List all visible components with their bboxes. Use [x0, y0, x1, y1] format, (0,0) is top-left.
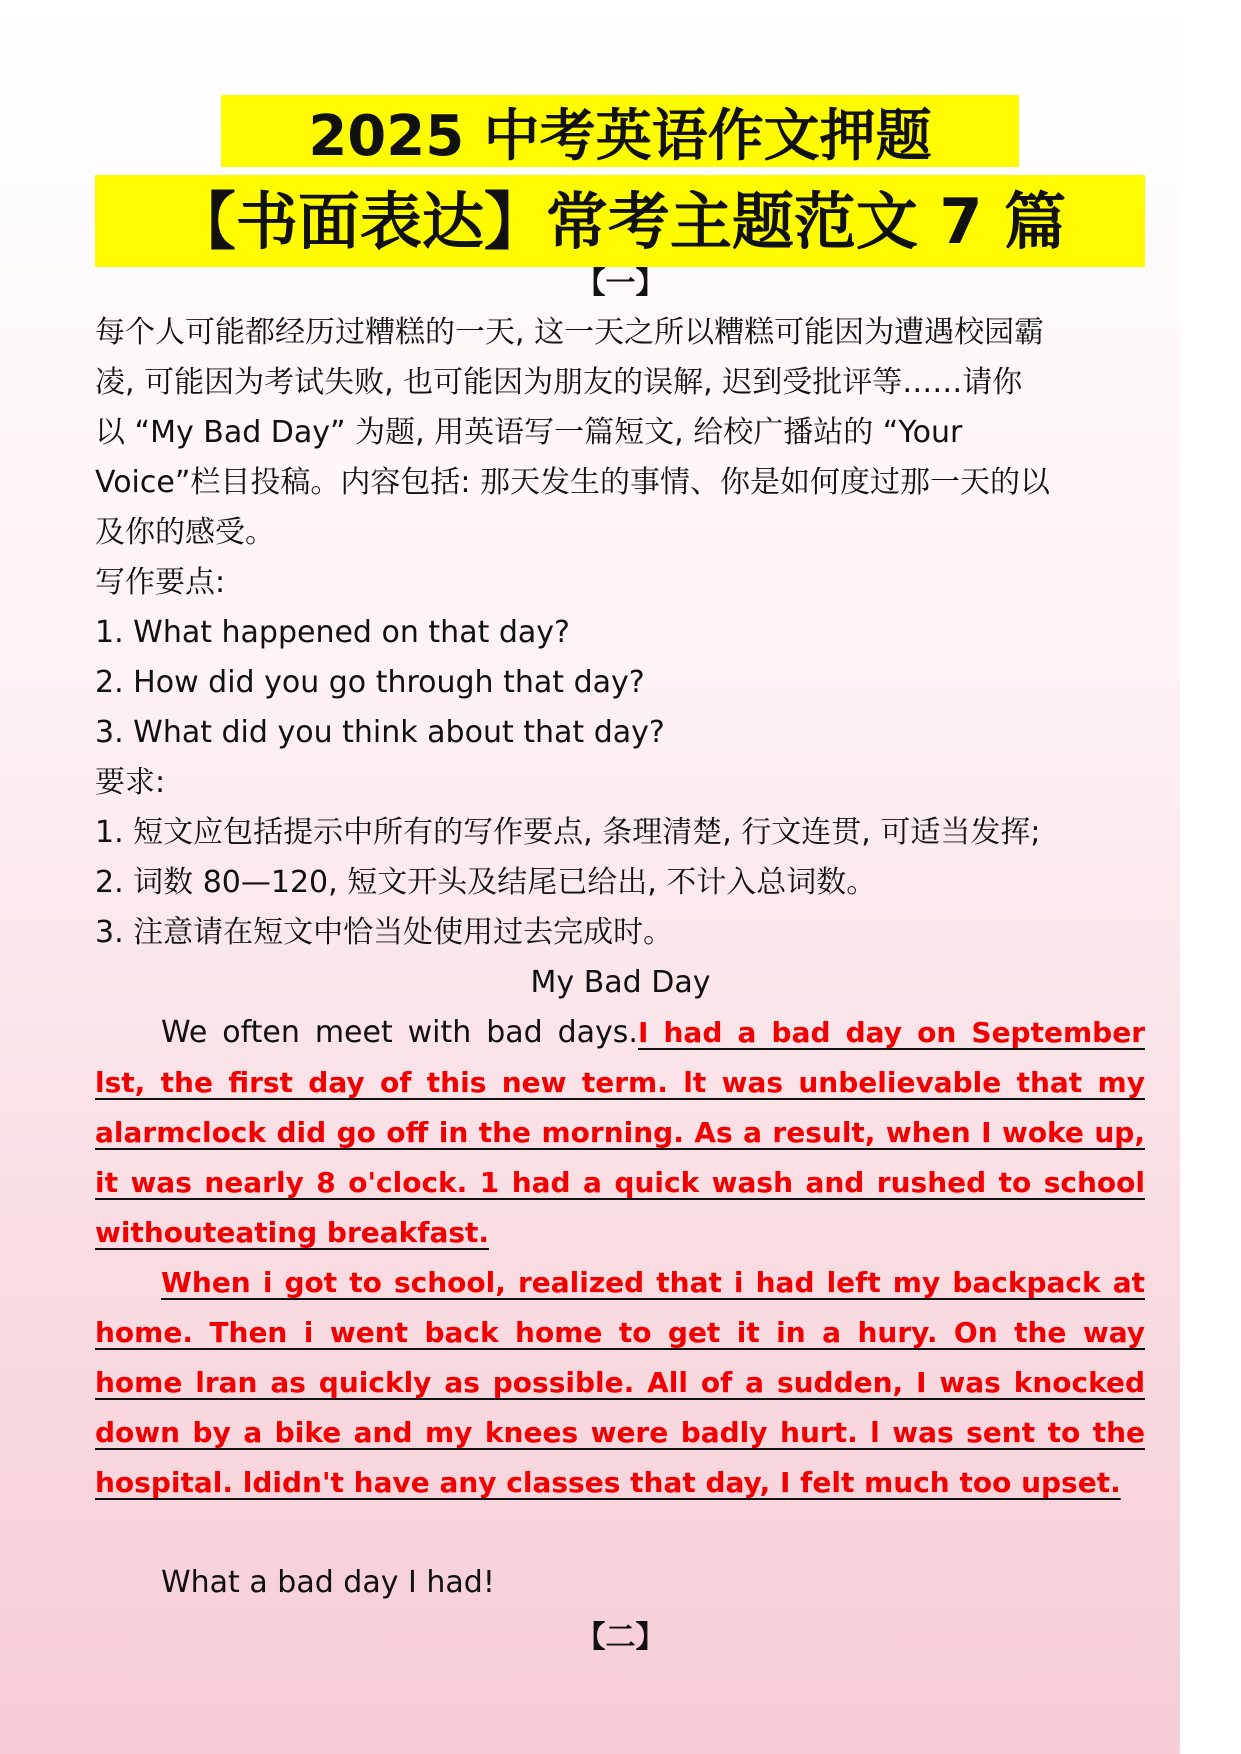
prompt-intro-line: 凌, 可能因为考试失败, 也可能因为朋友的误解, 迟到受批评等……请你 — [95, 365, 1023, 400]
title-line-1: 2025 中考英语作文押题 — [221, 95, 1019, 167]
essay-paragraph-2 — [95, 1258, 1145, 1508]
title-line-2: 【书面表达】常考主题范文 7 篇 — [95, 175, 1145, 267]
section-2-marker: 【二】 — [575, 1620, 666, 1655]
points-label: 写作要点: — [95, 565, 226, 600]
section-1-marker: 【一】 — [575, 266, 666, 301]
requirements-label: 要求: — [95, 765, 166, 800]
prompt-intro-line: 以 “My Bad Day” 为题, 用英语写一篇短文, 给校广播站的 “Your — [95, 415, 963, 450]
writing-point: 3. What did you think about that day? — [95, 715, 665, 750]
writing-point: 2. How did you go through that day? — [95, 665, 645, 700]
prompt-intro-line: 及你的感受。 — [95, 515, 275, 550]
writing-point: 1. What happened on that day? — [95, 615, 570, 650]
essay-closing-text: What a bad day I had! — [161, 1565, 495, 1600]
essay-closing — [95, 1558, 495, 1608]
essay-title: My Bad Day — [530, 965, 711, 1000]
essay-paragraph-1 — [95, 1008, 1145, 1258]
requirement-item: 3. 注意请在短文中恰当处使用过去完成时。 — [95, 915, 674, 950]
requirement-item: 1. 短文应包括提示中所有的写作要点, 条理清楚, 行文连贯, 可适当发挥; — [95, 815, 1041, 850]
writing-prompt — [95, 308, 1145, 958]
sample-essay — [95, 1008, 1145, 1508]
essay-opening: We often meet with bad days. — [161, 1015, 638, 1050]
prompt-intro-line: Voice”栏目投稿。内容包括: 那天发生的事情、你是如何度过那一天的以 — [95, 465, 1051, 500]
requirement-item: 2. 词数 80—120, 短文开头及结尾已给出, 不计入总词数。 — [95, 865, 877, 900]
essay-answer-paragraph-1: I had a bad day on September lst, the first day of this new term. lt was unbelievable that my alarmclock did go off in the morning. As a result, when I woke up, it was nearly 8 o'clock. 1 had a quick wash and rushed to school withouteating breakfast. — [95, 1016, 1145, 1249]
essay-answer-paragraph-2: When i got to school, realized that i had left my backpack at home. Then i went back home to get it in a hury. On the way home lran as quickly as possible. All of a sudden, I was knocked down by a bike and my knees were badly hurt. l was sent to the hospital. ldidn't have any classes that day, I felt much too upset. — [95, 1266, 1145, 1499]
prompt-intro-line: 每个人可能都经历过糟糕的一天, 这一天之所以糟糕可能因为遭遇校园霸 — [95, 315, 1045, 350]
